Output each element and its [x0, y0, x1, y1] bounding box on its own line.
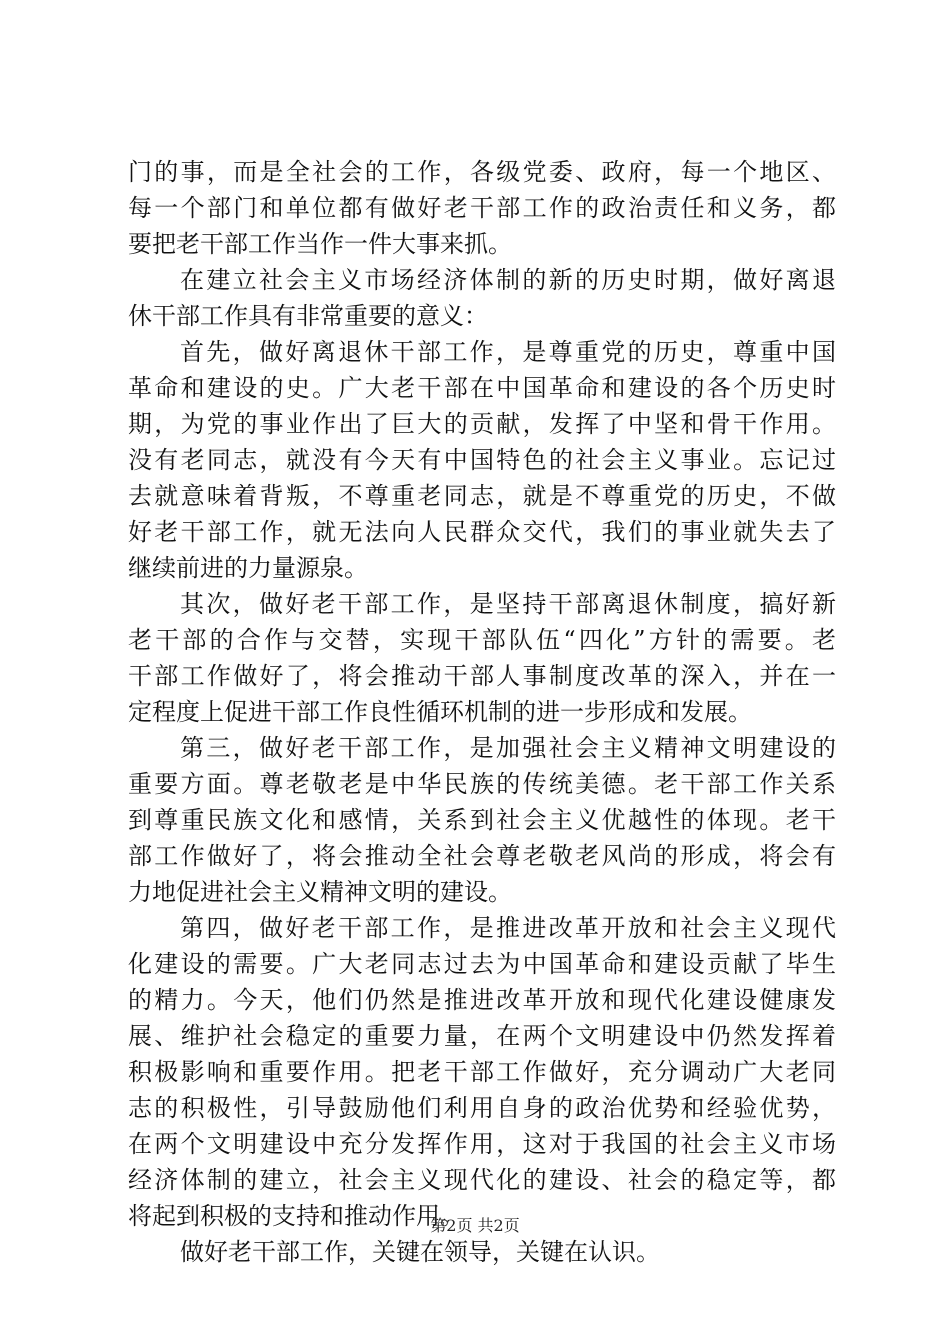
text-line: 继续前进的力量源泉。 [128, 554, 368, 582]
text-line: 期，为党的事业作出了巨大的贡献，发挥了中坚和骨干作用。 [128, 410, 836, 438]
paragraph-start-line: 第四，做好老干部工作，是推进改革开放和社会主义现代 [180, 914, 836, 942]
text-line: 在两个文明建设中充分发挥作用，这对于我国的社会主义市场 [128, 1130, 836, 1158]
text-line: 的精力。今天，他们仍然是推进改革开放和现代化建设健康发 [128, 986, 836, 1014]
document-body [128, 154, 836, 1270]
text-line: 干部工作做好了，将会推动干部人事制度改革的深入，并在一 [128, 662, 836, 690]
text-line: 展、维护社会稳定的重要力量，在两个文明建设中仍然发挥着 [128, 1022, 836, 1050]
text-line: 定程度上促进干部工作良性循环机制的进一步形成和发展。 [128, 698, 752, 726]
text-line: 门的事，而是全社会的工作，各级党委、政府，每一个地区、 [128, 158, 836, 186]
text-line: 要把老干部工作当作一件大事来抓。 [128, 230, 512, 258]
text-line: 每一个部门和单位都有做好老干部工作的政治责任和义务，都 [128, 194, 836, 222]
text-line: 志的积极性，引导鼓励他们利用自身的政治优势和经验优势， [128, 1094, 836, 1122]
text-line: 革命和建设的史。广大老干部在中国革命和建设的各个历史时 [128, 374, 836, 402]
text-line: 到尊重民族文化和感情，关系到社会主义优越性的体现。老干 [128, 806, 836, 834]
text-line: 部工作做好了，将会推动全社会尊老敬老风尚的形成，将会有 [128, 842, 836, 870]
text-line: 经济体制的建立，社会主义现代化的建设、社会的稳定等，都 [128, 1166, 836, 1194]
paragraph-start-line: 首先，做好离退休干部工作，是尊重党的历史，尊重中国 [180, 338, 836, 366]
text-line: 老干部的合作与交替，实现干部队伍“四化”方针的需要。老 [128, 626, 836, 654]
paragraph-start-line: 做好老干部工作，关键在领导，关键在认识。 [180, 1238, 660, 1266]
paragraph-start-line: 其次，做好老干部工作，是坚持干部离退休制度，搞好新 [180, 590, 836, 618]
paragraph-start-line: 在建立社会主义市场经济体制的新的历史时期，做好离退 [180, 266, 836, 294]
text-line: 没有老同志，就没有今天有中国特色的社会主义事业。忘记过 [128, 446, 836, 474]
text-line: 好老干部工作，就无法向人民群众交代，我们的事业就失去了 [128, 518, 836, 546]
text-line: 重要方面。尊老敬老是中华民族的传统美德。老干部工作关系 [128, 770, 836, 798]
page-footer: 第2页 共2页 [430, 1216, 520, 1235]
text-line: 积极影响和重要作用。把老干部工作做好，充分调动广大老同 [128, 1058, 836, 1086]
text-line: 休干部工作具有非常重要的意义： [128, 302, 488, 330]
text-line: 去就意味着背叛，不尊重老同志，就是不尊重党的历史，不做 [128, 482, 836, 510]
paragraph-start-line: 第三，做好老干部工作，是加强社会主义精神文明建设的 [180, 734, 836, 762]
text-line: 将起到积极的支持和推动作用。 [128, 1202, 464, 1230]
text-line: 力地促进社会主义精神文明的建设。 [128, 878, 512, 906]
text-line: 化建设的需要。广大老同志过去为中国革命和建设贡献了毕生 [128, 950, 836, 978]
